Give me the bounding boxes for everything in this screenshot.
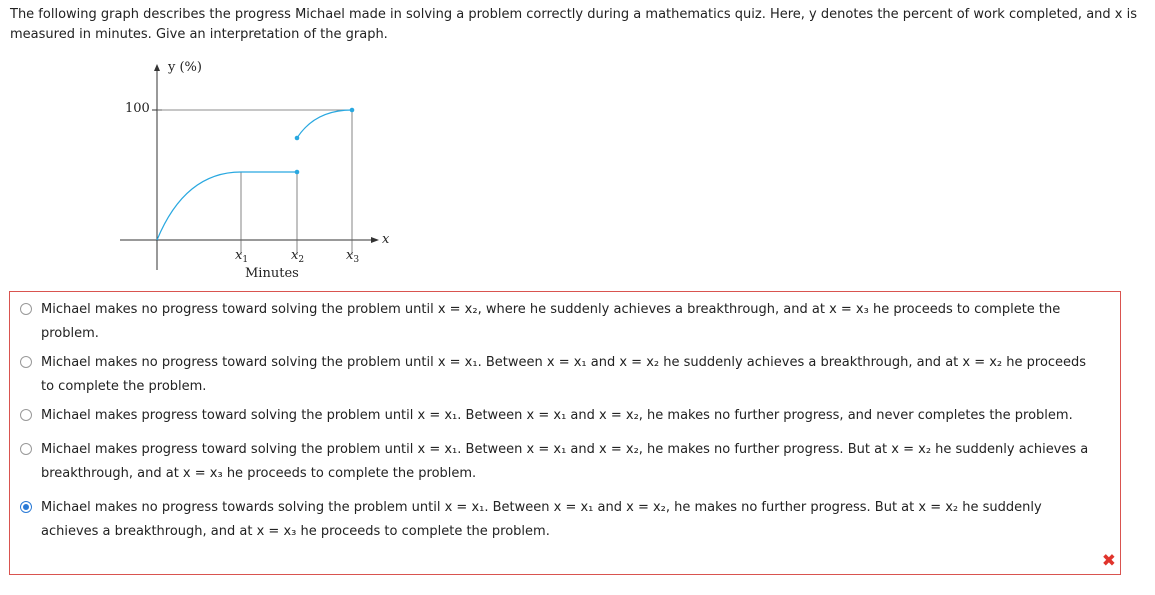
option-2[interactable] (20, 351, 1110, 399)
option-2-radio[interactable] (20, 356, 32, 368)
x-tick-label-x2: $x_2$ (291, 248, 305, 265)
x-tick-label-x3: $x_3$ (346, 248, 360, 265)
option-5[interactable] (20, 496, 1110, 544)
option-2-line-1: Michael makes no progress toward solving the problem until x = x₁. Between x = x₁ and x = x₂ he suddenly achieves a breakthrough, and at x = x₂ he proceeds (41, 355, 1087, 370)
option-5-line-1: Michael makes no progress towards solving the problem until x = x₁. Between x = x₁ and x = x₂, he makes no further progress. But at x = x₂ he suddenly (41, 500, 1042, 515)
curve-initial-rise (157, 172, 241, 240)
option-4-line-2: breakthrough, and at x = x₃ he proceeds to complete the problem. (41, 466, 477, 481)
option-1-line-2: problem. (41, 326, 99, 341)
progress-curve (157, 108, 354, 240)
option-3-line-1: Michael makes progress toward solving the problem until x = x₁. Between x = x₁ and x = x₂, he makes no further progress, and never completes the problem. (41, 408, 1073, 423)
answer-options (9, 291, 1121, 575)
y-axis-label: y (%) (168, 60, 202, 75)
option-5-radio[interactable] (20, 501, 32, 513)
option-4[interactable] (20, 438, 1110, 486)
y-tick-label-100: 100 (125, 101, 150, 116)
x-axis-arrow (371, 237, 379, 243)
x-tick-label-x1: $x_1$ (235, 248, 249, 265)
option-3-radio[interactable] (20, 409, 32, 421)
option-2-line-2: to complete the problem. (41, 379, 207, 394)
option-1-line-1: Michael makes no progress toward solving the problem until x = x₂, where he suddenly achieves a breakthrough, and at x = x₃ he proceeds to complete the (41, 302, 1061, 317)
x-axis-title: Minutes (245, 266, 299, 281)
option-4-line-1: Michael makes progress toward solving the problem until x = x₁. Between x = x₁ and x = x₂, he makes no further progress. But at x = x₂ he suddenly achieves a (41, 442, 1089, 457)
curve-breakthrough (297, 110, 352, 138)
graph-svg (100, 55, 420, 287)
incorrect-x-icon: ✖ (1101, 551, 1116, 571)
option-4-radio[interactable] (20, 443, 32, 455)
option-5-line-2: achieves a breakthrough, and at x = x₃ he proceeds to complete the problem. (41, 524, 550, 539)
progress-graph (100, 55, 420, 287)
question-line-2: measured in minutes. Give an interpretation of the graph. (10, 27, 388, 42)
question-text (10, 5, 1150, 45)
point-x3-complete (350, 108, 355, 113)
y-axis-arrow (154, 64, 160, 71)
option-1[interactable] (20, 298, 1110, 346)
x-axis-label: x (382, 232, 390, 247)
point-x2-jump-start (295, 136, 300, 141)
point-x2-plateau-end (295, 170, 300, 175)
option-1-radio[interactable] (20, 303, 32, 315)
question-line-1: The following graph describes the progress Michael made in solving a problem correctly during a mathematics quiz. Here, y denotes the percent of work completed, and x is (10, 7, 1138, 22)
option-3[interactable] (20, 404, 1110, 428)
